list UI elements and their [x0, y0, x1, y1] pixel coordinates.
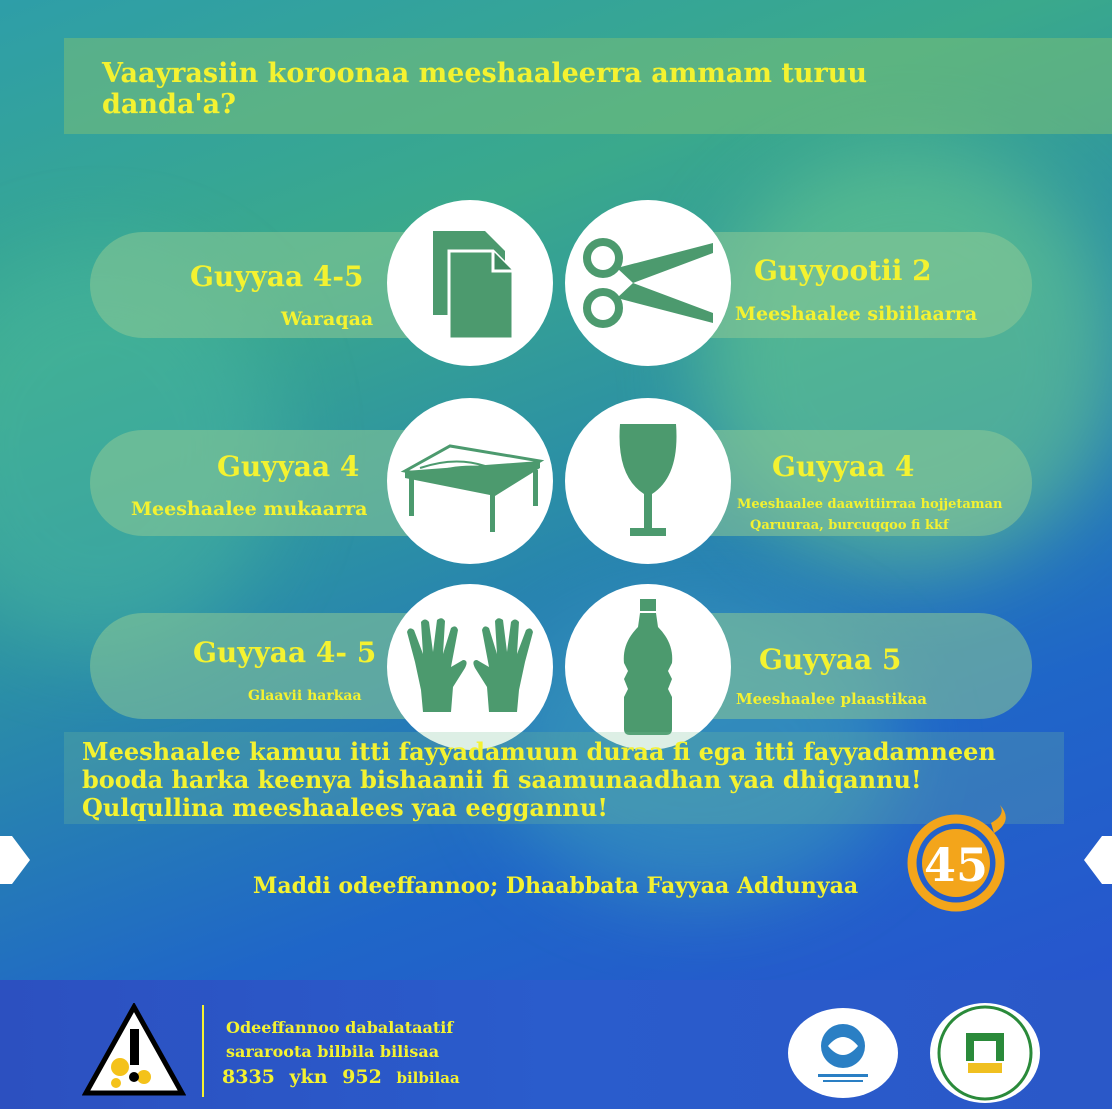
- scissors-icon: [565, 200, 731, 366]
- material-label: Waraqaa: [281, 308, 374, 330]
- gloves-icon: [387, 584, 553, 750]
- duration-label: Guyyaa 4: [772, 450, 915, 483]
- hotline-line2: sararoota bilbila bilisaa: [226, 1042, 440, 1061]
- material-note: Qaruuraa, burcuqqoo fi kkf: [750, 518, 949, 533]
- hazard-warning-icon: [82, 1003, 186, 1097]
- paper-icon: [387, 200, 553, 366]
- hotline-number-1: 8335: [222, 1066, 275, 1088]
- wine-glass-icon: [565, 398, 731, 564]
- hygiene-message: Meeshaalee kamuu itti fayyadamuun duraa fi ega itti fayyadamneen booda harka keenya bishaanii fi saamunaadhan yaa dhiqannu! Qulqullina meeshaalees yaa eeggannu!: [82, 737, 996, 822]
- hotline-number-2: 952: [342, 1066, 382, 1088]
- hotline-line1: Odeeffannoo dabalataatif: [226, 1018, 454, 1037]
- hotline-numbers: [222, 1066, 460, 1088]
- duration-label: Guyyaa 4: [217, 450, 360, 483]
- material-label: Meeshaalee mukaarra: [131, 498, 368, 520]
- duration-label: Guyyaa 5: [759, 643, 902, 676]
- material-label: Meeshaalee daawitiirraa hojjetaman: [737, 497, 1003, 512]
- wooden-table-icon: [387, 398, 553, 564]
- duration-label: Guyyaa 4- 5: [193, 636, 377, 669]
- duration-label: Guyyootii 2: [754, 254, 932, 287]
- material-label: Meeshaalee plaastikaa: [736, 690, 928, 708]
- material-label: Meeshaalee sibiilaarra: [735, 303, 978, 325]
- ethiopian-public-health-institute-logo: [930, 1003, 1040, 1103]
- material-label: Glaavii harkaa: [248, 688, 362, 704]
- anniversary-45-logo: [896, 805, 1008, 917]
- duration-label: Guyyaa 4-5: [190, 260, 364, 293]
- hotline-suffix: bilbilaa: [396, 1069, 460, 1087]
- plastic-bottle-icon: [565, 584, 731, 750]
- source-credit: Maddi odeeffannoo; Dhaabbata Fayyaa Addunyaa: [253, 873, 859, 899]
- hotline-or: ykn: [289, 1066, 328, 1088]
- footer-divider: [202, 1005, 204, 1097]
- page-title: Vaayrasiin koroonaa meeshaaleerra ammam turuu danda'a?: [102, 58, 867, 120]
- svg-text:45: 45: [923, 838, 989, 892]
- ministry-of-health-logo: [788, 1008, 898, 1098]
